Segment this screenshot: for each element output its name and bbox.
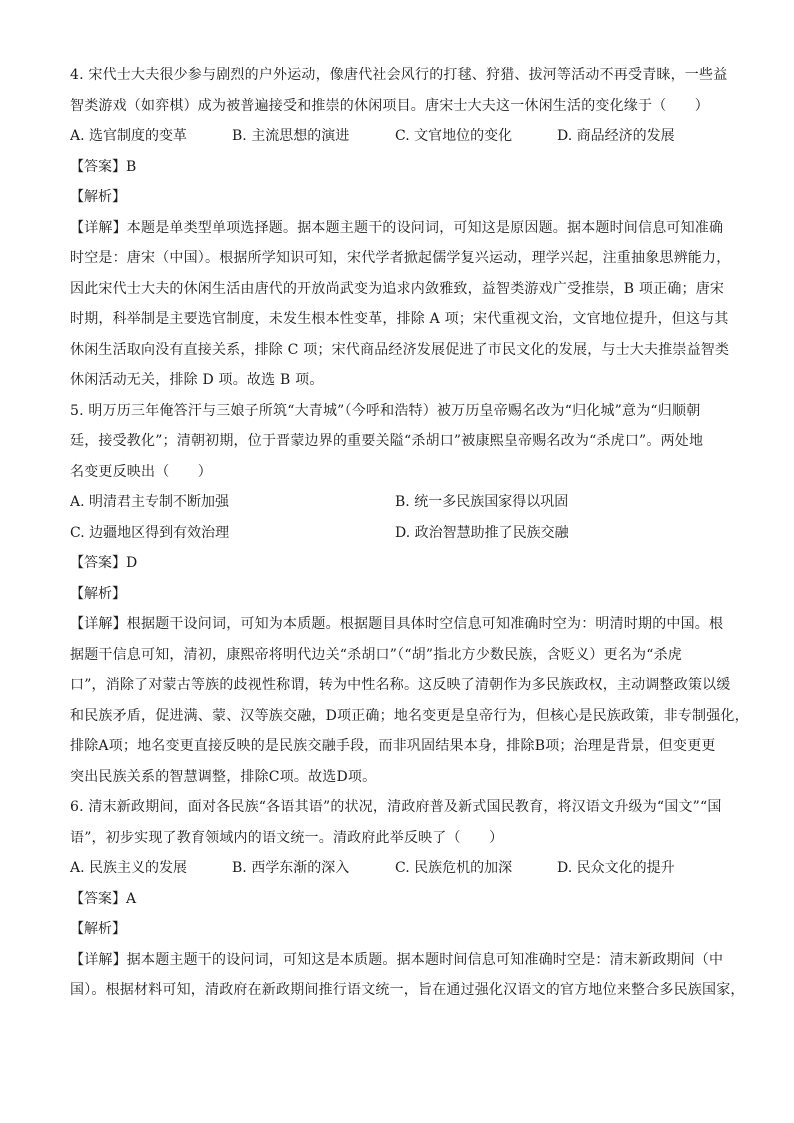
option-b: B. 主流思想的演进 (232, 128, 350, 144)
question-stem-line: 名变更反映出（ ） (70, 463, 212, 480)
answer-label: 【答案】 (70, 555, 126, 571)
detail-line: 时空是：唐宋（中国）。根据所学知识可知，宋代学者掀起儒学复兴运动，理学兴起，注重抽象思辨能力， (70, 250, 731, 266)
question-stem-line: 廷，接受教化”；清朝初期，位于晋蒙边界的重要关隘“杀胡口”被康熙皇帝赐名改为“杀虎口”。两处地 (70, 433, 704, 449)
answer-value: D (126, 555, 138, 571)
answer-value: B (126, 158, 137, 175)
option-a: A. 选官制度的变革 (70, 128, 188, 144)
detail-line: 时期，科举制是主要选官制度，未发生根本性变革，排除 A 项；宋代重视文治，文官地位提升，但这与其 (70, 311, 729, 327)
analysis-label: 【解析】 (70, 189, 126, 205)
answer-label: 【答案】 (70, 890, 126, 907)
detail-line: 休闲活动无关，排除 D 项。故选 B 项。 (70, 372, 324, 388)
detail-line: 【详解】本题是单类型单项选择题。据本题主题干的设问词，可知这是原因题。据本题时间信息可知准确 (70, 219, 724, 236)
option-a: A. 明清君主专制不断加强 (70, 494, 230, 510)
answer-line (70, 152, 736, 183)
option-a: A. 民族主义的发展 (70, 860, 188, 876)
answer-line (70, 548, 736, 579)
option-c: C. 文官地位的变化 (395, 128, 513, 144)
detail-line: 口”，消除了对蒙古等族的歧视性称谓，转为中性名称。这反映了清朝作为多民族政权，主动调整政策以缓 (70, 677, 731, 693)
question-stem-line: 4. 宋代士大夫很少参与剧烈的户外运动，像唐代社会风行的打毬、狩猎、拔河等活动不再受青睐，一些益 (70, 67, 728, 83)
question-stem-line: 智类游戏（如弈棋）成为被普遍接受和推崇的休闲项目。唐宋士大夫这一休闲生活的变化缘于（ ） (70, 97, 709, 114)
options-row (70, 487, 736, 518)
question-5 (70, 396, 749, 793)
detail-line: 据题干信息可知，清初，康熙帝将明代边关“杀胡口”（“胡”指北方少数民族，含贬义）更名为“杀虎 (70, 646, 682, 663)
detail-line: 休闲生活取向没有直接关系，排除 C 项；宋代商品经济发展促进了市民文化的发展，与士大夫推崇益智类 (70, 341, 730, 358)
option-c: C. 民族危机的加深 (395, 860, 513, 876)
question-6 (70, 792, 745, 1006)
question-stem-line: 语”，初步实现了教育领域内的语文统一。清政府此举反映了（ ） (70, 829, 504, 846)
analysis-label: 【解析】 (70, 921, 126, 937)
answer-label: 【答案】 (70, 158, 126, 175)
option-d: D. 商品经济的发展 (557, 128, 675, 144)
document-page (70, 60, 749, 1006)
detail-line: 因此宋代士大夫的休闲生活由唐代的开放尚武变为追求内敛雅致，益智类游戏广受推崇，B 项正确；唐宋 (70, 280, 725, 297)
options-row (70, 518, 736, 549)
options-row (70, 853, 736, 884)
question-stem-line: 6. 清末新政期间，面对各民族“各语其语”的状况，清政府普及新式国民教育，将汉语文升级为“国文”“国 (70, 799, 722, 815)
option-c: C. 边疆地区得到有效治理 (70, 524, 230, 541)
option-d: D. 民众文化的提升 (557, 860, 675, 876)
detail-line: 国）。根据材料可知，清政府在新政期间推行语文统一，旨在通过强化汉语文的官方地位来整合多民族国家， (70, 982, 745, 998)
detail-line: 和民族矛盾，促进满、蒙、汉等族交融，D项正确；地名变更是皇帝行为，但核心是民族政策，非专制强化， (70, 707, 749, 724)
analysis-label: 【解析】 (70, 585, 126, 602)
detail-line: 【详解】根据题干设问词，可知为本质题。根据题目具体时空信息可知准确时空为：明清时期的中国。根 (70, 616, 724, 632)
question-4 (70, 60, 736, 396)
detail-line: 【详解】据本题主题干的设问词，可知这是本质题。据本题时间信息可知准确时空是：清末新政期间（中 (70, 951, 724, 968)
option-b: B. 西学东渐的深入 (232, 860, 350, 876)
option-b: B. 统一多民族国家得以巩固 (395, 494, 569, 510)
answer-line (70, 884, 736, 915)
answer-value: A (126, 890, 137, 907)
detail-line: 突出民族关系的智慧调整，排除C项。故选D项。 (70, 768, 377, 785)
option-d: D. 政治智慧助推了民族交融 (395, 524, 569, 541)
question-stem-line: 5. 明万历三年俺答汗与三娘子所筑“大青城”（今呼和浩特）被万历皇帝赐名改为“归化城”意为“归顺朝 (70, 402, 701, 419)
detail-line: 排除A项；地名变更直接反映的是民族交融手段，而非巩固结果本身，排除B项；治理是背景，但变更更 (70, 738, 716, 754)
options-row (70, 121, 736, 152)
